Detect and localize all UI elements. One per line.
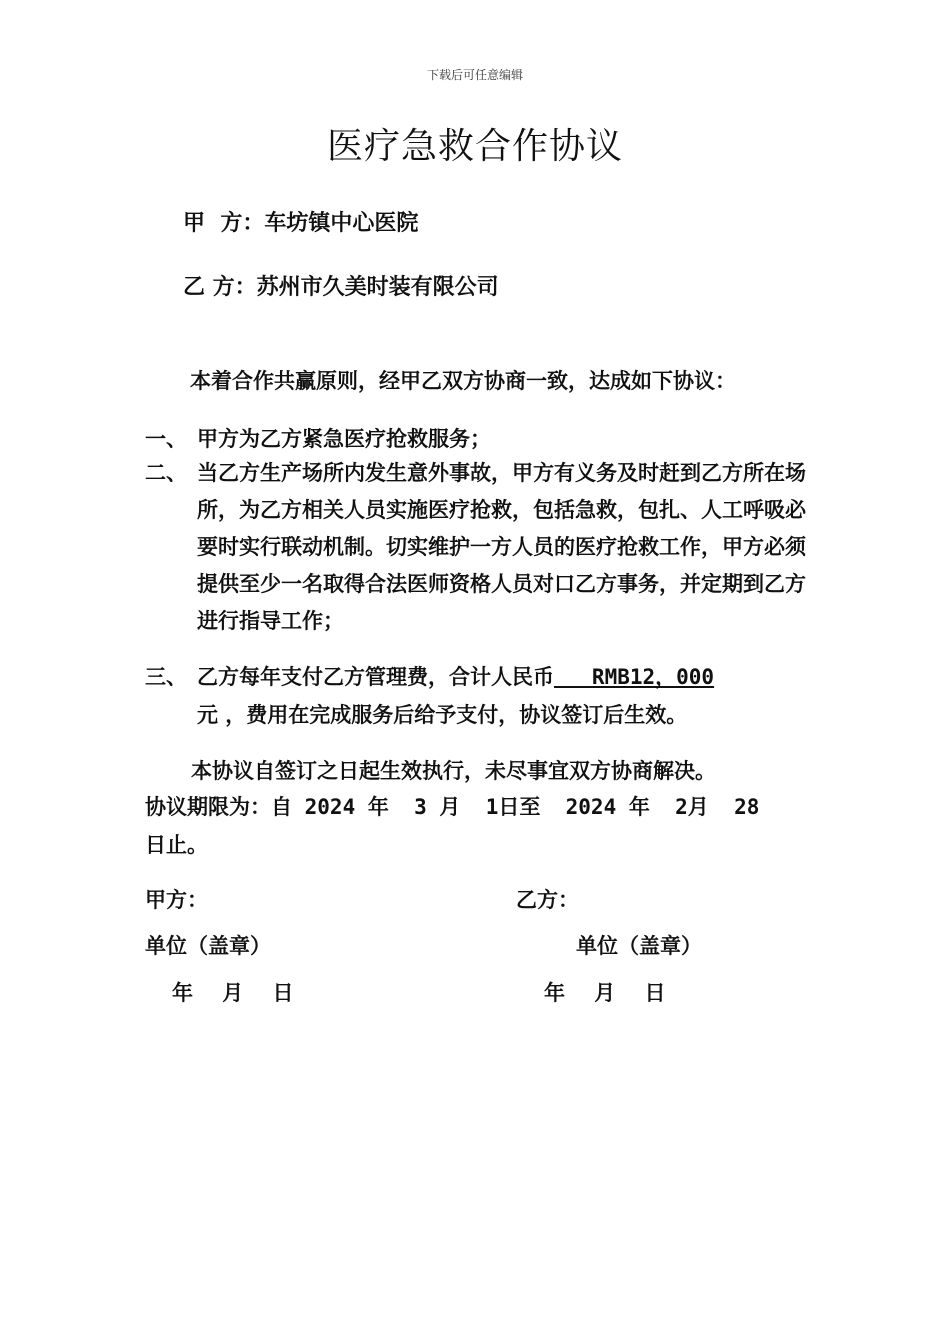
party-a-unit-seal: 单位（盖章） — [145, 933, 271, 958]
clause-text: 甲方为乙方紧急医疗抢救服务； — [197, 426, 491, 451]
party-a-signature-label: 甲方： — [145, 887, 208, 912]
closing-end: 日止。 — [145, 832, 208, 857]
party-b-unit-seal: 单位（盖章） — [576, 933, 702, 958]
agreement-term: 协议期限为：自 2024 年 3 月 1日至 2024 年 2月 28 — [145, 795, 760, 819]
clause-2 — [145, 454, 810, 639]
closing-line: 本协议自签订之日起生效执行，未尽事宜双方协商解决。 — [191, 758, 716, 783]
clause-1 — [145, 420, 810, 457]
clause-number: 二、 — [145, 460, 187, 485]
clause-3 — [145, 658, 810, 733]
party-b-signature-label: 乙方： — [516, 887, 579, 912]
clause-text — [197, 658, 810, 733]
party-a-date: 年 月 日 — [172, 980, 294, 1005]
party-a-line: 甲 方：车坊镇中心医院 — [183, 210, 419, 236]
fee-amount: RMB12，000 — [554, 665, 715, 689]
party-b-line: 乙 方：苏州市久美时装有限公司 — [183, 274, 499, 300]
party-b-date: 年 月 日 — [544, 980, 666, 1005]
clause-text-before: 乙方每年支付乙方管理费，合计人民币 — [197, 664, 554, 689]
clause-number: 三、 — [145, 664, 187, 689]
closing-paragraph — [145, 752, 810, 863]
clause-text-after: 元 ，费用在完成服务后给予支付，协议签订后生效。 — [197, 702, 688, 727]
header-note: 下载后可任意编辑 — [426, 68, 523, 82]
clause-number: 一、 — [145, 426, 187, 451]
clause-text: 当乙方生产场所内发生意外事故，甲方有义务及时赶到乙方所在场所，为乙方相关人员实施医疗抢救，包括急救，包扎、人工呼吸必要时实行联动机制。切实维护一方人员的医疗抢救工作，甲方必须提供至少一名取得合法医师资格人员对口乙方事务，并定期到乙方进行指导工作； — [197, 460, 806, 633]
page-title: 医疗急救合作协议 — [326, 126, 623, 167]
intro-paragraph: 本着合作共赢原则，经甲乙双方协商一致，达成如下协议： — [190, 368, 736, 393]
